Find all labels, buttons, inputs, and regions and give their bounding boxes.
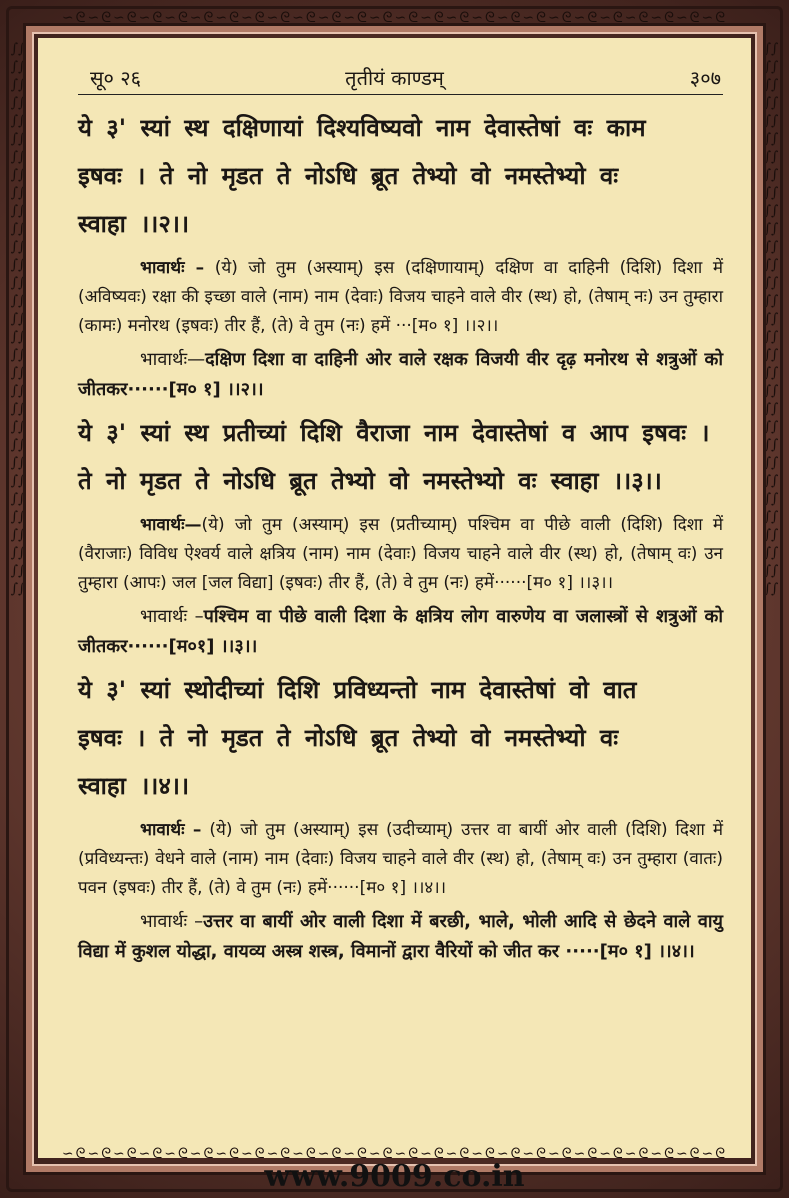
paragraph-label: भावार्थः – xyxy=(140,258,205,278)
page-header xyxy=(38,58,751,94)
paragraph-text: उत्तर वा बायीं ओर वाली दिशा में बरछी, भाले, भोली आदि से छेदने वाले वायु विद्या में कुशल योद्धा, वायव्य अस्त्र शस्त्र, विमानों द्वारा वैरियों को जीत कर ·····[म० १] ।।४।। xyxy=(78,911,723,962)
mantra-3 xyxy=(78,409,723,505)
mantra-line: ये ३' स्यां स्थ दक्षिणायां दिश्यविष्यवो नाम देवास्तेषां वः काम xyxy=(78,114,646,142)
mantra-2 xyxy=(78,104,723,248)
paragraph-label: भावार्थः— xyxy=(140,349,206,370)
word-meaning-4 xyxy=(78,816,723,903)
mantra-4 xyxy=(78,666,723,810)
paragraph-label: भावार्थः— xyxy=(140,515,202,535)
paragraph-text: (ये) जो तुम (अस्याम्) इस (उदीच्याम्) उत्तर वा बायीं ओर वाली (दिशि) दिशा में (प्रविध्यन्तः) वेधने वाले (नाम) नाम (देवाः) विजय चाहने वाले वीर (स्थ) हो, (तेषाम् वः) उन तुम्हारा (वातः) पवन (इषवः) तीर हैं, (ते) वे तुम (नः) हमें······[म० १] ।।४।। xyxy=(78,820,723,898)
mantra-line: ये ३' स्यां स्थ प्रतीच्यां दिशि वैराजा नाम देवास्तेषां व आप इषवः । xyxy=(78,419,710,447)
paragraph-text: (ये) जो तुम (अस्याम्) इस (दक्षिणायाम्) दक्षिण वा दाहिनी (दिशि) दिशा में (अविष्यवः) रक्षा की इच्छा वाले (नाम) नाम (देवाः) विजय चाहने वाले वीर (स्थ) हो, (तेषाम् नः) उन तुम्हारा (कामः) मनोरथ (इषवः) तीर हैं, (ते) वे तुम (नः) हमें ···[म० १] ।।२।। xyxy=(78,258,723,336)
mantra-line: ये ३' स्यां स्थोदीच्यां दिशि प्रविध्यन्तो नाम देवास्तेषां वो वात xyxy=(78,676,637,704)
sukta-number: सू० २६ xyxy=(90,66,142,90)
paragraph-text: (ये) जो तुम (अस्याम्) इस (प्रतीच्याम्) पश्चिम वा पीछे वाली (दिशि) दिशा में (वैराजाः) विविध ऐश्वर्य वाले क्षत्रिय (नाम) नाम (देवाः) विजय चाहने वाले वीर (स्थ) हो, (तेषाम् वः) उन तुम्हारा (आपः) जल [जल विद्या] (इषवः) तीर हैं, (ते) वे तुम (नः) हमें······[म० १] ।।३।। xyxy=(78,515,723,593)
right-ornament: ∫∫∫∫∫∫∫∫∫∫∫∫∫∫∫∫∫∫∫∫∫∫∫∫∫∫∫∫∫∫∫∫∫∫∫∫∫∫∫∫∫∫∫∫∫∫∫∫∫∫∫∫∫∫∫∫∫∫∫∫∫∫ xyxy=(763,41,779,597)
mantra-line: इषवः । ते नो मृडत ते नोऽधि ब्रूत तेभ्यो वो नमस्तेभ्यो वः xyxy=(78,724,619,752)
mantra-line: इषवः । ते नो मृडत ते नोऽधि ब्रूत तेभ्यो वो नमस्तेभ्यो वः xyxy=(78,162,619,190)
paragraph-text: दक्षिण दिशा वा दाहिनी ओर वाले रक्षक विजयी वीर दृढ़ मनोरथ से शत्रुओं को जीतकर······[म० १] ।।२।। xyxy=(78,349,723,400)
mantra-line: ते नो मृडत ते नोऽधि ब्रूत तेभ्यो वो नमस्तेभ्यो वः स्वाहा ।।३।। xyxy=(78,467,662,495)
word-meaning-2 xyxy=(78,254,723,341)
paragraph-label: भावार्थः – xyxy=(140,606,204,627)
left-ornament: ∫∫∫∫∫∫∫∫∫∫∫∫∫∫∫∫∫∫∫∫∫∫∫∫∫∫∫∫∫∫∫∫∫∫∫∫∫∫∫∫∫∫∫∫∫∫∫∫∫∫∫∫∫∫∫∫∫∫∫∫∫∫ xyxy=(10,41,26,597)
paragraph-label: भावार्थः – xyxy=(140,911,204,932)
paragraph-label: भावार्थः – xyxy=(140,820,202,840)
mantra-line: स्वाहा ।।२।। xyxy=(78,210,190,238)
kanda-title: तृतीयं काण्डम् xyxy=(345,66,444,90)
summary-meaning-2 xyxy=(78,345,723,405)
word-meaning-3 xyxy=(78,511,723,598)
bottom-ornament: ∽ᘓ∽ᘓ∽ᘓ∽ᘓ∽ᘓ∽ᘓ∽ᘓ∽ᘓ∽ᘓ∽ᘓ∽ᘓ∽ᘓ∽ᘓ∽ᘓ∽ᘓ∽ᘓ∽ᘓ∽ᘓ∽ᘓ∽ᘓ∽ᘓ∽ᘓ∽ᘓ∽ᘓ∽ᘓ∽ᘓ xyxy=(61,1146,728,1162)
page-content xyxy=(78,104,723,971)
top-ornament: ∽ᘓ∽ᘓ∽ᘓ∽ᘓ∽ᘓ∽ᘓ∽ᘓ∽ᘓ∽ᘓ∽ᘓ∽ᘓ∽ᘓ∽ᘓ∽ᘓ∽ᘓ∽ᘓ∽ᘓ∽ᘓ∽ᘓ∽ᘓ∽ᘓ∽ᘓ∽ᘓ∽ᘓ∽ᘓ∽ᘓ xyxy=(61,10,728,26)
mantra-line: स्वाहा ।।४।। xyxy=(78,772,190,800)
summary-meaning-3 xyxy=(78,602,723,662)
scripture-page xyxy=(38,38,751,1158)
summary-meaning-4 xyxy=(78,907,723,967)
page-number: ३०७ xyxy=(689,66,721,90)
header-rule xyxy=(78,94,723,95)
paragraph-text: पश्चिम वा पीछे वाली दिशा के क्षत्रिय लोग वारुणेय वा जलास्त्रों से शत्रुओं को जीतकर······[म०१] ।।३।। xyxy=(78,606,723,657)
website-link[interactable]: www.9009.co.in xyxy=(264,1159,525,1194)
